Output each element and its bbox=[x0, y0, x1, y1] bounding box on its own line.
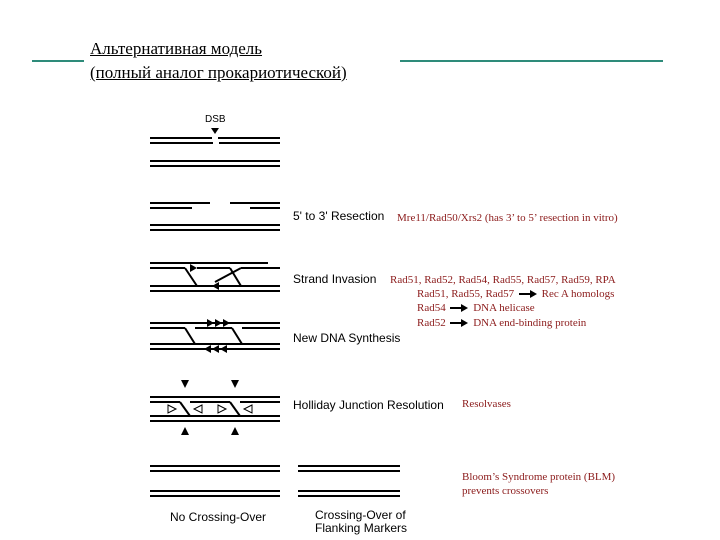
step-invasion-label: Strand Invasion bbox=[293, 272, 377, 286]
resection-stage bbox=[150, 203, 280, 230]
note-invasion-line4-left: Rad52 bbox=[417, 317, 446, 329]
crossing-label-line2: Flanking Markers bbox=[315, 521, 408, 535]
crossing-label-line1: Crossing-Over of bbox=[315, 508, 406, 522]
invasion-stage bbox=[150, 263, 280, 291]
note-resection: Mre11/Rad50/Xrs2 (has 3’ to 5’ resection in vitro) bbox=[397, 212, 618, 224]
note-blm-line1: Bloom’s Syndrome protein (BLM) bbox=[462, 471, 616, 483]
no-crossing-label: No Crossing-Over bbox=[170, 510, 267, 524]
note-invasion-line4 bbox=[417, 317, 586, 330]
note-invasion-line3 bbox=[417, 302, 535, 315]
arrow-right-icon bbox=[450, 319, 468, 327]
note-invasion-line2-left: Rad51, Rad55, Rad57 bbox=[417, 288, 515, 300]
step-resection-label: 5' to 3' Resection bbox=[293, 209, 385, 223]
arrow-right-icon bbox=[519, 290, 537, 298]
crossing-outcome bbox=[298, 466, 400, 496]
note-invasion-line3-left: Rad54 bbox=[417, 302, 446, 314]
slide-title-line1: Альтернативная модель bbox=[90, 39, 263, 58]
synthesis-stage bbox=[150, 319, 280, 353]
dsb-arrowhead bbox=[211, 128, 219, 134]
note-invasion-line4-right: DNA end-binding protein bbox=[473, 317, 587, 329]
dsb-label: DSB bbox=[205, 114, 226, 125]
note-invasion-line2-right: Rec A homologs bbox=[541, 288, 615, 300]
step-synthesis-label: New DNA Synthesis bbox=[293, 331, 401, 345]
holliday-stage bbox=[150, 380, 280, 435]
dsb-stage bbox=[150, 128, 280, 166]
note-blm-line2: prevents crossovers bbox=[462, 485, 549, 497]
note-invasion-line2 bbox=[417, 288, 614, 301]
note-invasion-line3-right: DNA helicase bbox=[473, 302, 535, 314]
slide-title-line2: (полный аналог прокариотической) bbox=[90, 63, 347, 82]
note-invasion-line1: Rad51, Rad52, Rad54, Rad55, Rad57, Rad59, RPA bbox=[390, 274, 616, 286]
step-holliday-label: Holliday Junction Resolution bbox=[293, 398, 444, 412]
note-resolvases: Resolvases bbox=[462, 398, 511, 410]
arrow-right-icon bbox=[450, 304, 468, 312]
no-crossing-outcome bbox=[150, 466, 280, 496]
